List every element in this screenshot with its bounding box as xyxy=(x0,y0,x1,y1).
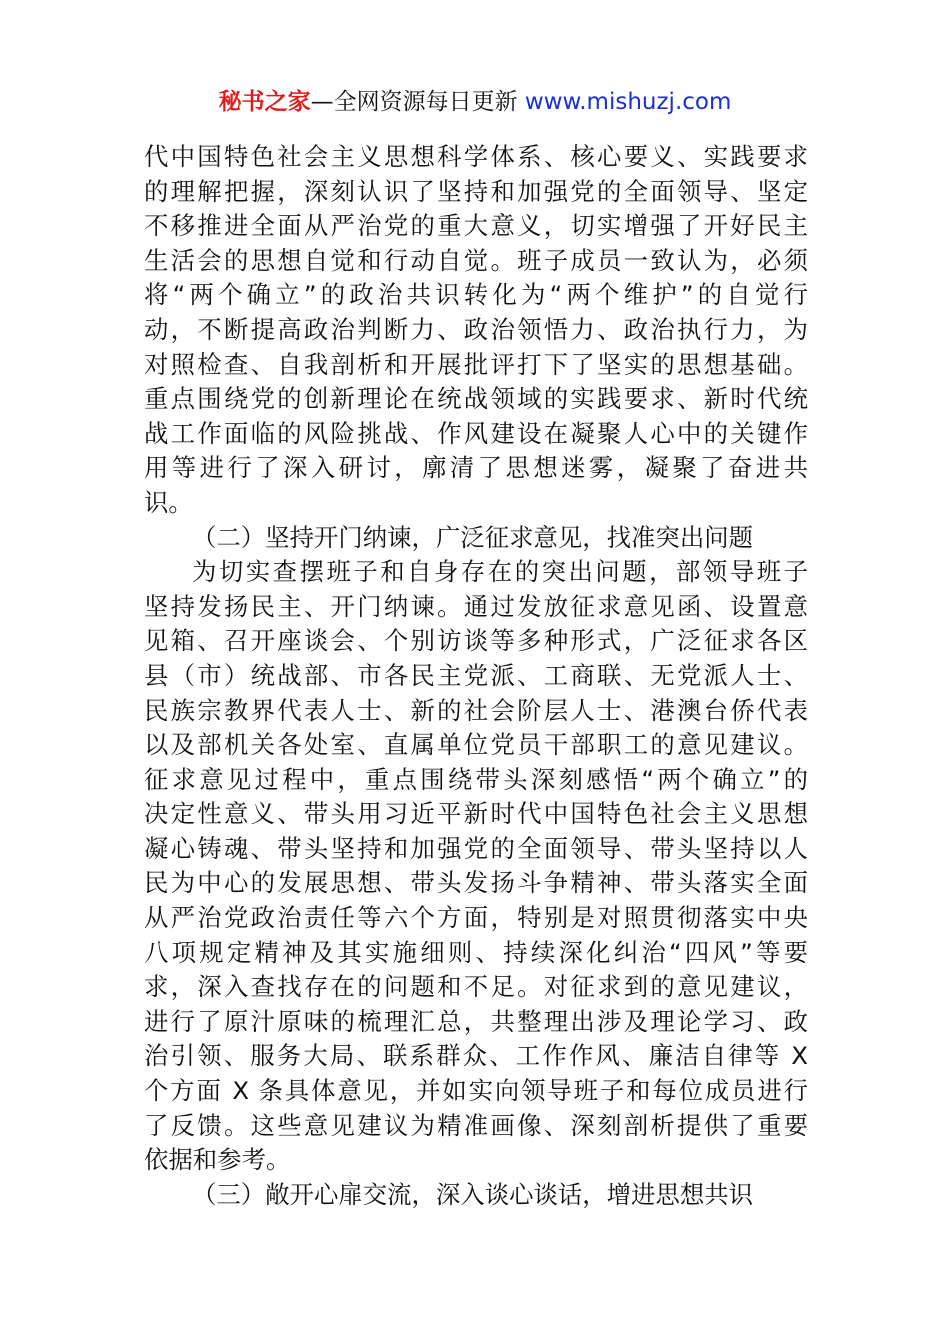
text-line: 坚持发扬民主、开门纳谏。通过发放征求意见函、设置意 xyxy=(144,591,808,621)
text-line: 个方面 X 条具体意见，并如实向领导班子和每位成员进行 xyxy=(144,1076,808,1106)
text-line: 县（市）统战部、市各民主党派、工商联、无党派人士、 xyxy=(144,660,808,690)
text-line: 代中国特色社会主义思想科学体系、核心要义、实践要求 xyxy=(144,142,808,171)
text-line: 将“两个确立”的政治共识转化为“两个维护”的自觉行 xyxy=(144,280,808,310)
text-line: 凝心铸魂、带头坚持和加强党的全面领导、带头坚持以人 xyxy=(144,833,808,863)
text-line: 对照检查、自我剖析和开展批评打下了坚实的思想基础。 xyxy=(144,349,808,379)
document-body xyxy=(144,140,808,1212)
section-heading: （三）敞开心扉交流，深入谈心谈话，增进思想共识 xyxy=(192,1179,753,1209)
text-line: 从严治党政治责任等六个方面，特别是对照贯彻落实中央 xyxy=(144,903,808,933)
text-line: 了反馈。这些意见建议为精准画像、深刻剖析提供了重要 xyxy=(144,1110,808,1140)
text-line: 依据和参考。 xyxy=(144,1145,291,1175)
site-url-link[interactable]: www.mishuzj.com xyxy=(524,89,732,115)
text-line: 求，深入查找存在的问题和不足。对征求到的意见建议， xyxy=(144,972,808,1002)
text-line: 征求意见过程中，重点围绕带头深刻感悟“两个确立”的 xyxy=(144,764,808,794)
section-heading: （二）坚持开门纳谏，广泛征求意见，找准突出问题 xyxy=(192,522,753,552)
text-line: 战工作面临的风险挑战、作风建设在凝聚人心中的关键作 xyxy=(144,418,808,448)
header-tagline: —全网资源每日更新 xyxy=(310,89,525,115)
brand-name: 秘书之家 xyxy=(218,89,311,115)
text-line: 民族宗教界代表人士、新的社会阶层人士、港澳台侨代表 xyxy=(144,695,808,725)
text-line: 治引领、服务大局、联系群众、工作作风、廉洁自律等 X xyxy=(144,1041,808,1071)
text-line: 进行了原汁原味的梳理汇总，共整理出涉及理论学习、政 xyxy=(144,1006,808,1036)
text-line: 民为中心的发展思想、带头发扬斗争精神、带头落实全面 xyxy=(144,868,808,898)
text-line: 动，不断提高政治判断力、政治领悟力、政治执行力，为 xyxy=(144,314,808,344)
text-line: 识。 xyxy=(144,487,193,517)
text-line: 见箱、召开座谈会、个别访谈等多种形式，广泛征求各区 xyxy=(144,626,808,656)
text-line: 八项规定精神及其实施细则、持续深化纠治“四风”等要 xyxy=(144,937,808,967)
text-line: 用等进行了深入研讨，廓清了思想迷雾，凝聚了奋进共 xyxy=(144,453,808,483)
text-line: 重点围绕党的创新理论在统战领域的实践要求、新时代统 xyxy=(144,384,808,414)
site-header xyxy=(0,86,950,118)
text-line: 的理解把握，深刻认识了坚持和加强党的全面领导、坚定 xyxy=(144,176,808,206)
text-line: 以及部机关各处室、直属单位党员干部职工的意见建议。 xyxy=(144,730,808,760)
text-line: 决定性意义、带头用习近平新时代中国特色社会主义思想 xyxy=(144,799,808,829)
text-line: 不移推进全面从严治党的重大意义，切实增强了开好民主 xyxy=(144,211,808,241)
text-line: 生活会的思想自觉和行动自觉。班子成员一致认为，必须 xyxy=(144,245,808,275)
text-line: 为切实查摆班子和自身存在的突出问题，部领导班子 xyxy=(192,557,808,587)
